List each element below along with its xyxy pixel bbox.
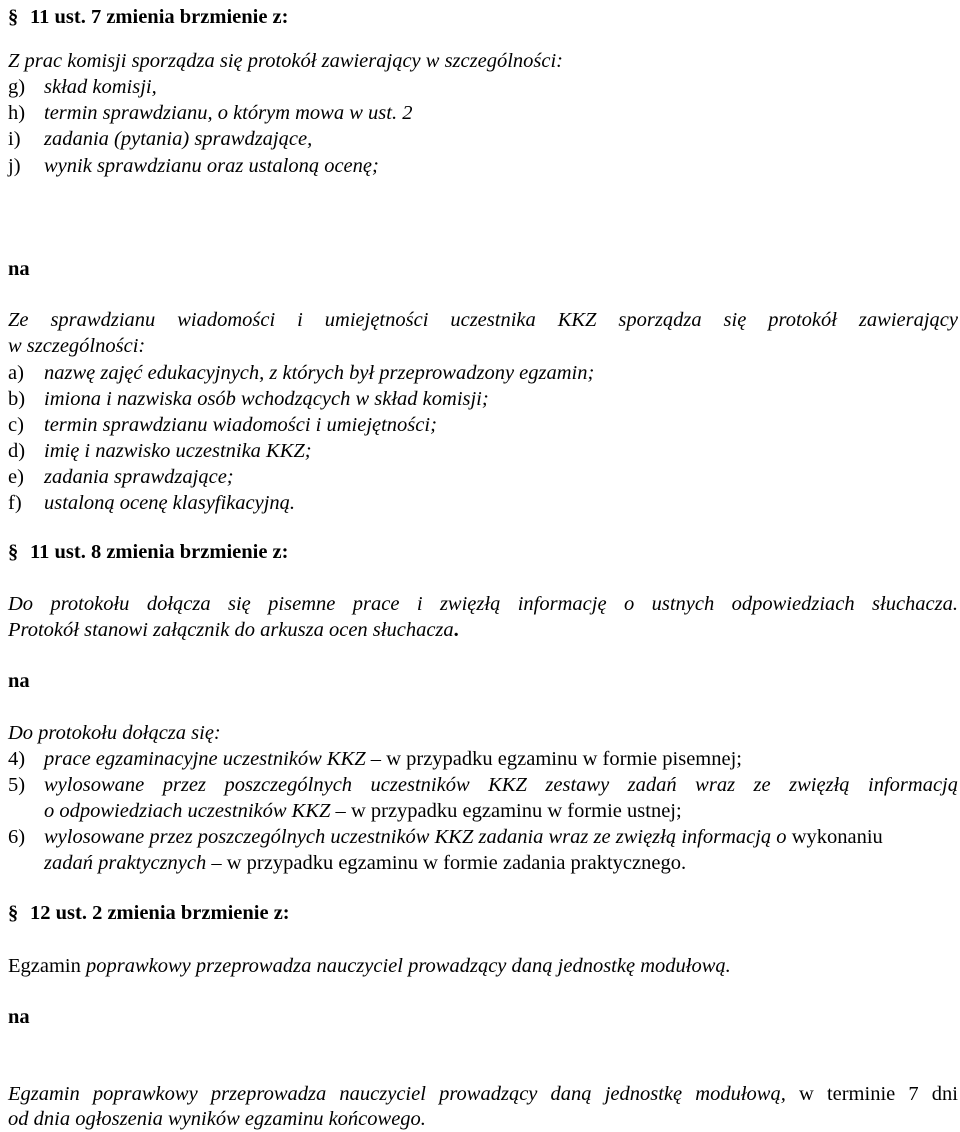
new-intro: Do protokołu dołącza się: [8, 722, 221, 744]
section-heading-text: 11 ust. 8 zmienia brzmienie z: [30, 541, 289, 563]
section-heading-12-2 [8, 900, 290, 926]
section-symbol: § [8, 541, 19, 563]
new-item-e: e) zadania sprawdzające; [8, 466, 234, 488]
old-text-line1: Do protokołu dołącza się pisemne prace i zwięzłą informację o ustnych odpowiedziach słuchacza. [8, 593, 958, 615]
section-heading-text: 12 ust. 2 zmienia brzmienie z: [30, 902, 290, 924]
new-intro-line2: w szczególności: [8, 335, 146, 357]
old-item-h: h) termin sprawdzianu, o którym mowa w ust. 2 [8, 102, 413, 124]
new-text-12-2-line2: od dnia ogłoszenia wyników egzaminu końcowego. [8, 1108, 426, 1130]
section-heading-11-8 [8, 539, 288, 565]
old-text-12-2: Egzamin poprawkowy przeprowadza nauczyciel prowadzący daną jednostkę modułową. [8, 955, 731, 977]
na-label: na [8, 1006, 30, 1028]
section-symbol: § [8, 6, 19, 28]
new-item-5-line2: o odpowiedziach uczestników KKZ – w przypadku egzaminu w formie ustnej; [44, 800, 682, 822]
section-symbol: § [8, 902, 19, 924]
new-item-c: c) termin sprawdzianu wiadomości i umiejętności; [8, 414, 437, 436]
new-item-6-line2: zadań praktycznych – w przypadku egzaminu w formie zadania praktycznego. [44, 852, 687, 874]
section-heading-text: 11 ust. 7 zmienia brzmienie z: [30, 6, 289, 28]
new-item-a: a) nazwę zajęć edukacyjnych, z których był przeprowadzony egzamin; [8, 362, 595, 384]
new-text-12-2-line1: Egzamin poprawkowy przeprowadza nauczyciel prowadzący daną jednostkę modułową, w terminie 7 dni [8, 1083, 958, 1105]
na-label: na [8, 258, 30, 280]
na-label: na [8, 670, 30, 692]
new-item-5-line1: 5) wylosowane przez poszczególnych uczestników KKZ zestawy zadań wraz ze zwięzłą informacją [8, 774, 958, 796]
old-intro: Z prac komisji sporządza się protokół zawierający w szczególności: [8, 50, 564, 72]
old-item-j: j) wynik sprawdzianu oraz ustaloną ocenę; [8, 155, 379, 177]
new-item-6-line1: 6) wylosowane przez poszczególnych uczestników KKZ zadania wraz ze zwięzłą informacją o wykonaniu [8, 826, 883, 848]
new-item-b: b) imiona i nazwiska osób wchodzących w skład komisji; [8, 388, 489, 410]
new-item-d: d) imię i nazwisko uczestnika KKZ; [8, 440, 312, 462]
new-item-4: 4) prace egzaminacyjne uczestników KKZ – w przypadku egzaminu w formie pisemnej; [8, 748, 742, 770]
new-item-f: f) ustaloną ocenę klasyfikacyjną. [8, 492, 296, 514]
old-text-line2: Protokół stanowi załącznik do arkusza ocen słuchacza. [8, 619, 459, 641]
section-heading-11-7 [8, 4, 288, 30]
old-item-i: i) zadania (pytania) sprawdzające, [8, 128, 313, 150]
new-intro-line1: Ze sprawdzianu wiadomości i umiejętności uczestnika KKZ sporządza się protokół zawierający [8, 309, 958, 331]
old-item-g: g) skład komisji, [8, 76, 157, 98]
